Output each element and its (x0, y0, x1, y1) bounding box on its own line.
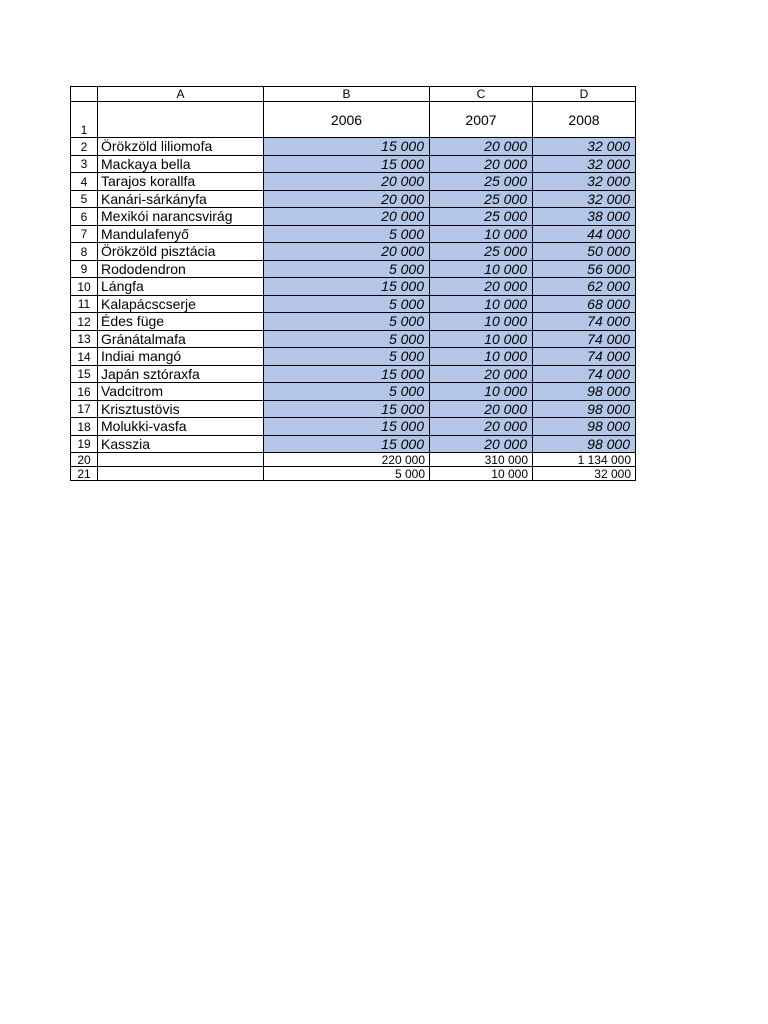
value-2008-cell[interactable]: 68 000 (533, 295, 636, 313)
summary-2006-cell[interactable]: 220 000 (264, 453, 430, 467)
cell-c1-year[interactable]: 2007 (430, 102, 533, 138)
value-2006-cell[interactable]: 20 000 (264, 173, 430, 191)
column-header-row (71, 87, 636, 102)
value-2007-cell[interactable]: 10 000 (430, 313, 533, 331)
table-row (71, 243, 636, 261)
table-row (71, 260, 636, 278)
value-2008-cell[interactable]: 74 000 (533, 348, 636, 366)
table-row (71, 365, 636, 383)
value-2006-cell[interactable]: 15 000 (264, 400, 430, 418)
summary-2007-cell[interactable]: 10 000 (430, 467, 533, 481)
value-2006-cell[interactable]: 5 000 (264, 260, 430, 278)
value-2006-cell[interactable]: 5 000 (264, 225, 430, 243)
row-header[interactable]: 21 (71, 467, 98, 481)
table-row (71, 190, 636, 208)
table-row (71, 155, 636, 173)
row-header-1[interactable]: 1 (71, 102, 98, 138)
cell-b1-year[interactable]: 2006 (264, 102, 430, 138)
value-2007-cell[interactable]: 20 000 (430, 278, 533, 296)
value-2006-cell[interactable]: 5 000 (264, 383, 430, 401)
value-2007-cell[interactable]: 20 000 (430, 138, 533, 156)
row-header[interactable]: 12 (71, 313, 98, 331)
summary-2006-cell[interactable]: 5 000 (264, 467, 430, 481)
plant-name-cell[interactable]: Vadcitrom (98, 383, 264, 401)
value-2008-cell[interactable]: 44 000 (533, 225, 636, 243)
value-2007-cell[interactable]: 20 000 (430, 365, 533, 383)
plant-name-cell[interactable]: Indiai mangó (98, 348, 264, 366)
cell-a1[interactable] (98, 102, 264, 138)
table-row (71, 435, 636, 453)
value-2008-cell[interactable]: 50 000 (533, 243, 636, 261)
table-row (71, 138, 636, 156)
value-2006-cell[interactable]: 15 000 (264, 155, 430, 173)
table-row (71, 208, 636, 226)
plant-name-cell[interactable]: Örökzöld liliomofa (98, 138, 264, 156)
plant-name-cell[interactable]: Krisztustövis (98, 400, 264, 418)
row-header[interactable]: 16 (71, 383, 98, 401)
value-2008-cell[interactable]: 32 000 (533, 173, 636, 191)
plant-name-cell[interactable]: Lángfa (98, 278, 264, 296)
row-header[interactable]: 14 (71, 348, 98, 366)
column-header-d[interactable]: D (533, 87, 636, 102)
value-2007-cell[interactable]: 10 000 (430, 330, 533, 348)
row-header[interactable]: 6 (71, 208, 98, 226)
value-2007-cell[interactable]: 10 000 (430, 295, 533, 313)
value-2006-cell[interactable]: 5 000 (264, 330, 430, 348)
summary-row (71, 453, 636, 467)
plant-name-cell[interactable]: Örökzöld pisztácia (98, 243, 264, 261)
table-row (71, 313, 636, 331)
value-2006-cell[interactable]: 15 000 (264, 278, 430, 296)
value-2008-cell[interactable]: 56 000 (533, 260, 636, 278)
table-row (71, 418, 636, 436)
summary-2008-cell[interactable]: 1 134 000 (533, 453, 636, 467)
value-2008-cell[interactable]: 32 000 (533, 138, 636, 156)
row-header[interactable]: 13 (71, 330, 98, 348)
value-2008-cell[interactable]: 32 000 (533, 190, 636, 208)
value-2007-cell[interactable]: 20 000 (430, 418, 533, 436)
plant-name-cell[interactable]: Tarajos korallfa (98, 173, 264, 191)
plant-name-cell[interactable]: Mexikói narancsvirág (98, 208, 264, 226)
row-1 (71, 102, 636, 138)
cell-d1-year[interactable]: 2008 (533, 102, 636, 138)
table-row (71, 278, 636, 296)
value-2008-cell[interactable]: 74 000 (533, 365, 636, 383)
summary-empty-cell[interactable] (98, 453, 264, 467)
row-header[interactable]: 17 (71, 400, 98, 418)
select-all-corner[interactable] (71, 87, 98, 102)
table-row (71, 383, 636, 401)
value-2007-cell[interactable]: 10 000 (430, 383, 533, 401)
plant-name-cell[interactable]: Kalapácscserje (98, 295, 264, 313)
plant-name-cell[interactable]: Gránátalmafa (98, 330, 264, 348)
value-2006-cell[interactable]: 15 000 (264, 418, 430, 436)
value-2007-cell[interactable]: 25 000 (430, 243, 533, 261)
summary-2008-cell[interactable]: 32 000 (533, 467, 636, 481)
plant-name-cell[interactable]: Japán sztóraxfa (98, 365, 264, 383)
plant-name-cell[interactable]: Rododendron (98, 260, 264, 278)
value-2006-cell[interactable]: 5 000 (264, 348, 430, 366)
row-header[interactable]: 3 (71, 155, 98, 173)
value-2008-cell[interactable]: 74 000 (533, 330, 636, 348)
value-2008-cell[interactable]: 74 000 (533, 313, 636, 331)
column-header-b[interactable]: B (264, 87, 430, 102)
row-header[interactable]: 8 (71, 243, 98, 261)
row-header[interactable]: 18 (71, 418, 98, 436)
value-2007-cell[interactable]: 10 000 (430, 225, 533, 243)
plant-name-cell[interactable]: Édes füge (98, 313, 264, 331)
row-header[interactable]: 20 (71, 453, 98, 467)
row-header[interactable]: 19 (71, 435, 98, 453)
row-header[interactable]: 15 (71, 365, 98, 383)
plant-name-cell[interactable]: Mackaya bella (98, 155, 264, 173)
value-2008-cell[interactable]: 98 000 (533, 418, 636, 436)
value-2007-cell[interactable]: 25 000 (430, 208, 533, 226)
row-header[interactable]: 11 (71, 295, 98, 313)
row-header[interactable]: 4 (71, 173, 98, 191)
value-2006-cell[interactable]: 15 000 (264, 435, 430, 453)
plant-name-cell[interactable]: Kasszia (98, 435, 264, 453)
table-row (71, 400, 636, 418)
value-2007-cell[interactable]: 20 000 (430, 400, 533, 418)
value-2006-cell[interactable]: 20 000 (264, 190, 430, 208)
row-header[interactable]: 2 (71, 138, 98, 156)
column-header-c[interactable]: C (430, 87, 533, 102)
value-2007-cell[interactable]: 10 000 (430, 260, 533, 278)
value-2007-cell[interactable]: 20 000 (430, 435, 533, 453)
row-header[interactable]: 7 (71, 225, 98, 243)
table-row (71, 295, 636, 313)
value-2006-cell[interactable]: 5 000 (264, 295, 430, 313)
value-2006-cell[interactable]: 20 000 (264, 243, 430, 261)
table-row (71, 330, 636, 348)
value-2006-cell[interactable]: 15 000 (264, 365, 430, 383)
value-2006-cell[interactable]: 15 000 (264, 138, 430, 156)
row-header[interactable]: 10 (71, 278, 98, 296)
row-header[interactable]: 9 (71, 260, 98, 278)
column-header-a[interactable]: A (98, 87, 264, 102)
table-row (71, 225, 636, 243)
value-2007-cell[interactable]: 10 000 (430, 348, 533, 366)
value-2007-cell[interactable]: 25 000 (430, 190, 533, 208)
value-2008-cell[interactable]: 98 000 (533, 400, 636, 418)
row-header[interactable]: 5 (71, 190, 98, 208)
value-2008-cell[interactable]: 38 000 (533, 208, 636, 226)
value-2006-cell[interactable]: 20 000 (264, 208, 430, 226)
table-row (71, 348, 636, 366)
value-2008-cell[interactable]: 62 000 (533, 278, 636, 296)
plant-name-cell[interactable]: Kanári-sárkányfa (98, 190, 264, 208)
value-2008-cell[interactable]: 32 000 (533, 155, 636, 173)
value-2008-cell[interactable]: 98 000 (533, 435, 636, 453)
value-2007-cell[interactable]: 25 000 (430, 173, 533, 191)
summary-2007-cell[interactable]: 310 000 (430, 453, 533, 467)
summary-row (71, 467, 636, 481)
table-row (71, 173, 636, 191)
value-2006-cell[interactable]: 5 000 (264, 313, 430, 331)
plant-name-cell[interactable]: Mandulafenyő (98, 225, 264, 243)
plant-name-cell[interactable]: Molukki-vasfa (98, 418, 264, 436)
value-2008-cell[interactable]: 98 000 (533, 383, 636, 401)
summary-empty-cell[interactable] (98, 467, 264, 481)
value-2007-cell[interactable]: 20 000 (430, 155, 533, 173)
spreadsheet (70, 86, 636, 481)
